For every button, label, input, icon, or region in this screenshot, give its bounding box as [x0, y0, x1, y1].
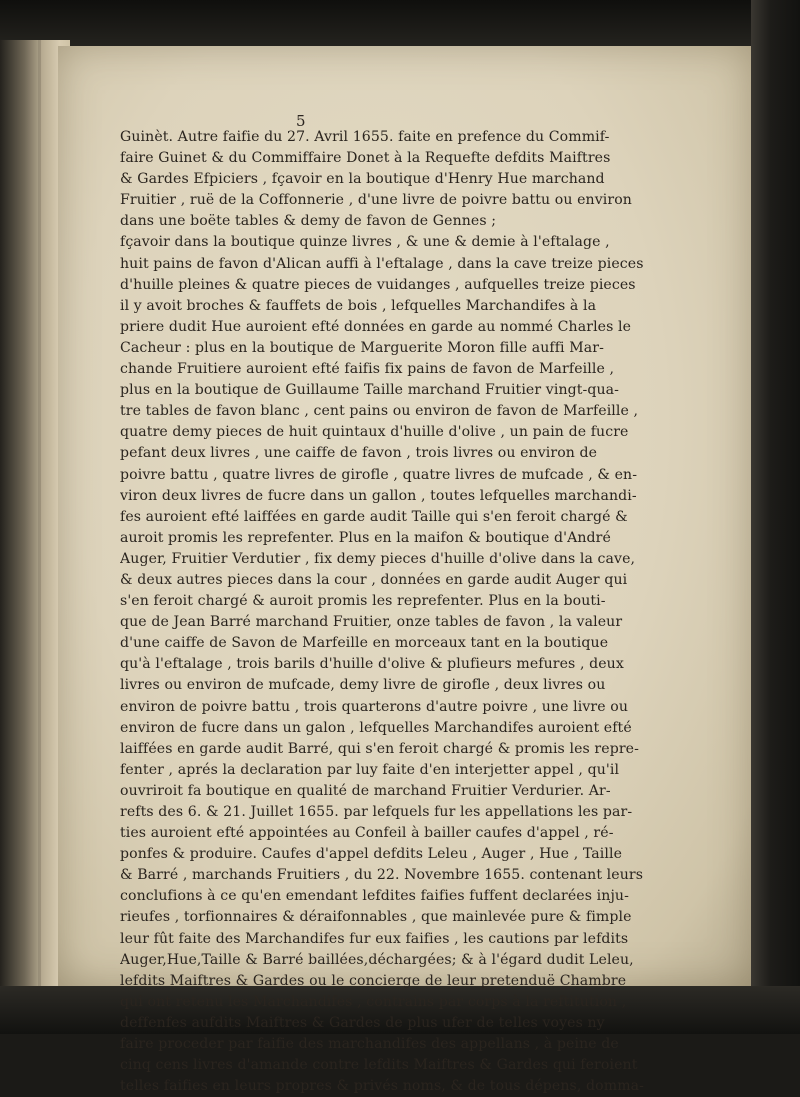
text-line: ties auroient efté appointées au Confeil à bailler caufes d'appel , ré-: [120, 825, 614, 842]
text-line: faire Guinet & du Commiffaire Donet à la Requefte defdits Maiftres: [120, 150, 611, 167]
text-line: fes auroient efté laiffées en garde audit Taille qui s'en feroit chargé &: [120, 508, 628, 525]
text-line: & Gardes Efpiciers , fçavoir en la boutique d'Henry Hue marchand: [120, 171, 605, 188]
text-line: environ de fucre dans un galon , lefquelles Marchandifes auroient efté: [120, 719, 632, 736]
text-line: ouvriroit fa boutique en qualité de marchand Fruitier Verdurier. Ar-: [120, 782, 611, 799]
text-line: d'une caiffe de Savon de Marfeille en morceaux tant en la boutique: [120, 635, 609, 652]
scan-right-edge: [751, 0, 800, 1034]
text-line: & Barré , marchands Fruitiers , du 22. Novembre 1655. contenant leurs: [120, 867, 644, 884]
text-line: poivre battu , quatre livres de girofle , quatre livres de mufcade , & en-: [120, 466, 638, 483]
text-line: Auger,Hue,Taille & Barré baillées,déchargées; & à l'égard dudit Leleu,: [120, 951, 634, 968]
text-line: leur fût faite des Marchandifes fur eux faifies , les cautions par lefdits: [120, 930, 629, 947]
text-line: que de Jean Barré marchand Fruitier, onze tables de favon , la valeur: [120, 614, 623, 631]
text-line: faire proceder par faifie des marchandifes des appellans , à peine de: [120, 1036, 619, 1053]
text-line: d'huille pleines & quatre pieces de vuidanges , aufquelles treize pieces: [120, 276, 636, 293]
text-line: cinq cens livres d'amande contre lefdits Maiftres & Gardes qui feroient: [120, 1057, 638, 1074]
text-line: environ de poivre battu , trois quarterons d'autre poivre , une livre ou: [120, 698, 629, 715]
text-line: deffenfes aufdits Maiftres & Gardes de plus ufer de telles voyes ny: [120, 1014, 605, 1031]
text-line: huit pains de favon d'Alican auffi à l'eftalage , dans la cave treize pieces: [120, 255, 644, 272]
text-line: livres ou environ de mufcade, demy livre de girofle , deux livres ou: [120, 677, 606, 694]
previous-page-edge: [38, 40, 41, 1000]
text-line: qui ont retenu les Marchandifes , contrains par corps à la reftitution ,: [120, 993, 627, 1010]
text-line: rieufes , torfionnaires & déraifonnables , que mainlevée pure & fimple: [120, 909, 632, 926]
page-number: 5: [296, 112, 306, 130]
text-line: ponfes & produire. Caufes d'appel defdits Leleu , Auger , Hue , Taille: [120, 846, 623, 863]
text-line: chande Fruitiere auroient efté faifis fix pains de favon de Marfeille ,: [120, 361, 615, 378]
text-line: lefdits Maiftres & Gardes ou le concierge de leur pretenduë Chambre: [120, 972, 627, 989]
text-line: fenter , aprés la declaration par luy faite d'en interjetter appel , qu'il: [120, 761, 620, 778]
text-line: s'en feroit chargé & auroit promis les reprefenter. Plus en la bouti-: [120, 593, 606, 610]
page-text: [120, 127, 720, 1097]
text-line: conclufions à ce qu'en emendant lefdites faifies fuffent declarées inju-: [120, 888, 629, 905]
text-line: viron deux livres de fucre dans un gallon , toutes lefquelles marchandi-: [120, 487, 637, 504]
text-line: refts des 6. & 21. Juillet 1655. par lefquels fur les appellations les par-: [120, 804, 633, 820]
text-line: qu'à l'eftalage , trois barils d'huille d'olive & plufieurs mefures , deux: [120, 656, 624, 673]
text-line: priere dudit Hue auroient efté données en garde au nommé Charles le: [120, 318, 632, 335]
text-line: tre tables de favon blanc , cent pains ou environ de favon de Marfeille ,: [120, 403, 639, 420]
text-line: & deux autres pieces dans la cour , données en garde audit Auger qui: [120, 571, 628, 588]
text-line: dans une boëte tables & demy de favon de Gennes ;: [120, 213, 497, 230]
text-line: laiffées en garde audit Barré, qui s'en feroit chargé & promis les repre-: [120, 740, 639, 757]
text-line: Fruitier , ruë de la Coffonnerie , d'une livre de poivre battu ou environ: [120, 192, 632, 209]
text-line: Guinèt. Autre faifie du 27. Avril 1655. faite en prefence du Commif-: [120, 129, 610, 145]
text-line: plus en la boutique de Guillaume Taille marchand Fruitier vingt-qua-: [120, 382, 620, 399]
text-line: fçavoir dans la boutique quinze livres , & une & demie à l'eftalage ,: [120, 234, 610, 251]
text-line: il y avoit broches & fauffets de bois , lefquelles Marchandifes à la: [120, 297, 597, 314]
text-line: quatre demy pieces de huit quintaux d'huille d'olive , un pain de fucre: [120, 424, 629, 441]
text-line: auroit promis les reprefenter. Plus en la maifon & boutique d'André: [120, 529, 611, 546]
text-line: Cacheur : plus en la boutique de Marguerite Moron fille auffi Mar-: [120, 339, 604, 356]
text-line: telles faifies en leurs propres & privés noms, & de tous dépens, domma-: [120, 1078, 645, 1095]
text-line: pefant deux livres , une caiffe de favon , trois livres ou environ de: [120, 445, 598, 462]
text-line: Auger, Fruitier Verdutier , fix demy pieces d'huille d'olive dans la cave,: [120, 550, 636, 567]
